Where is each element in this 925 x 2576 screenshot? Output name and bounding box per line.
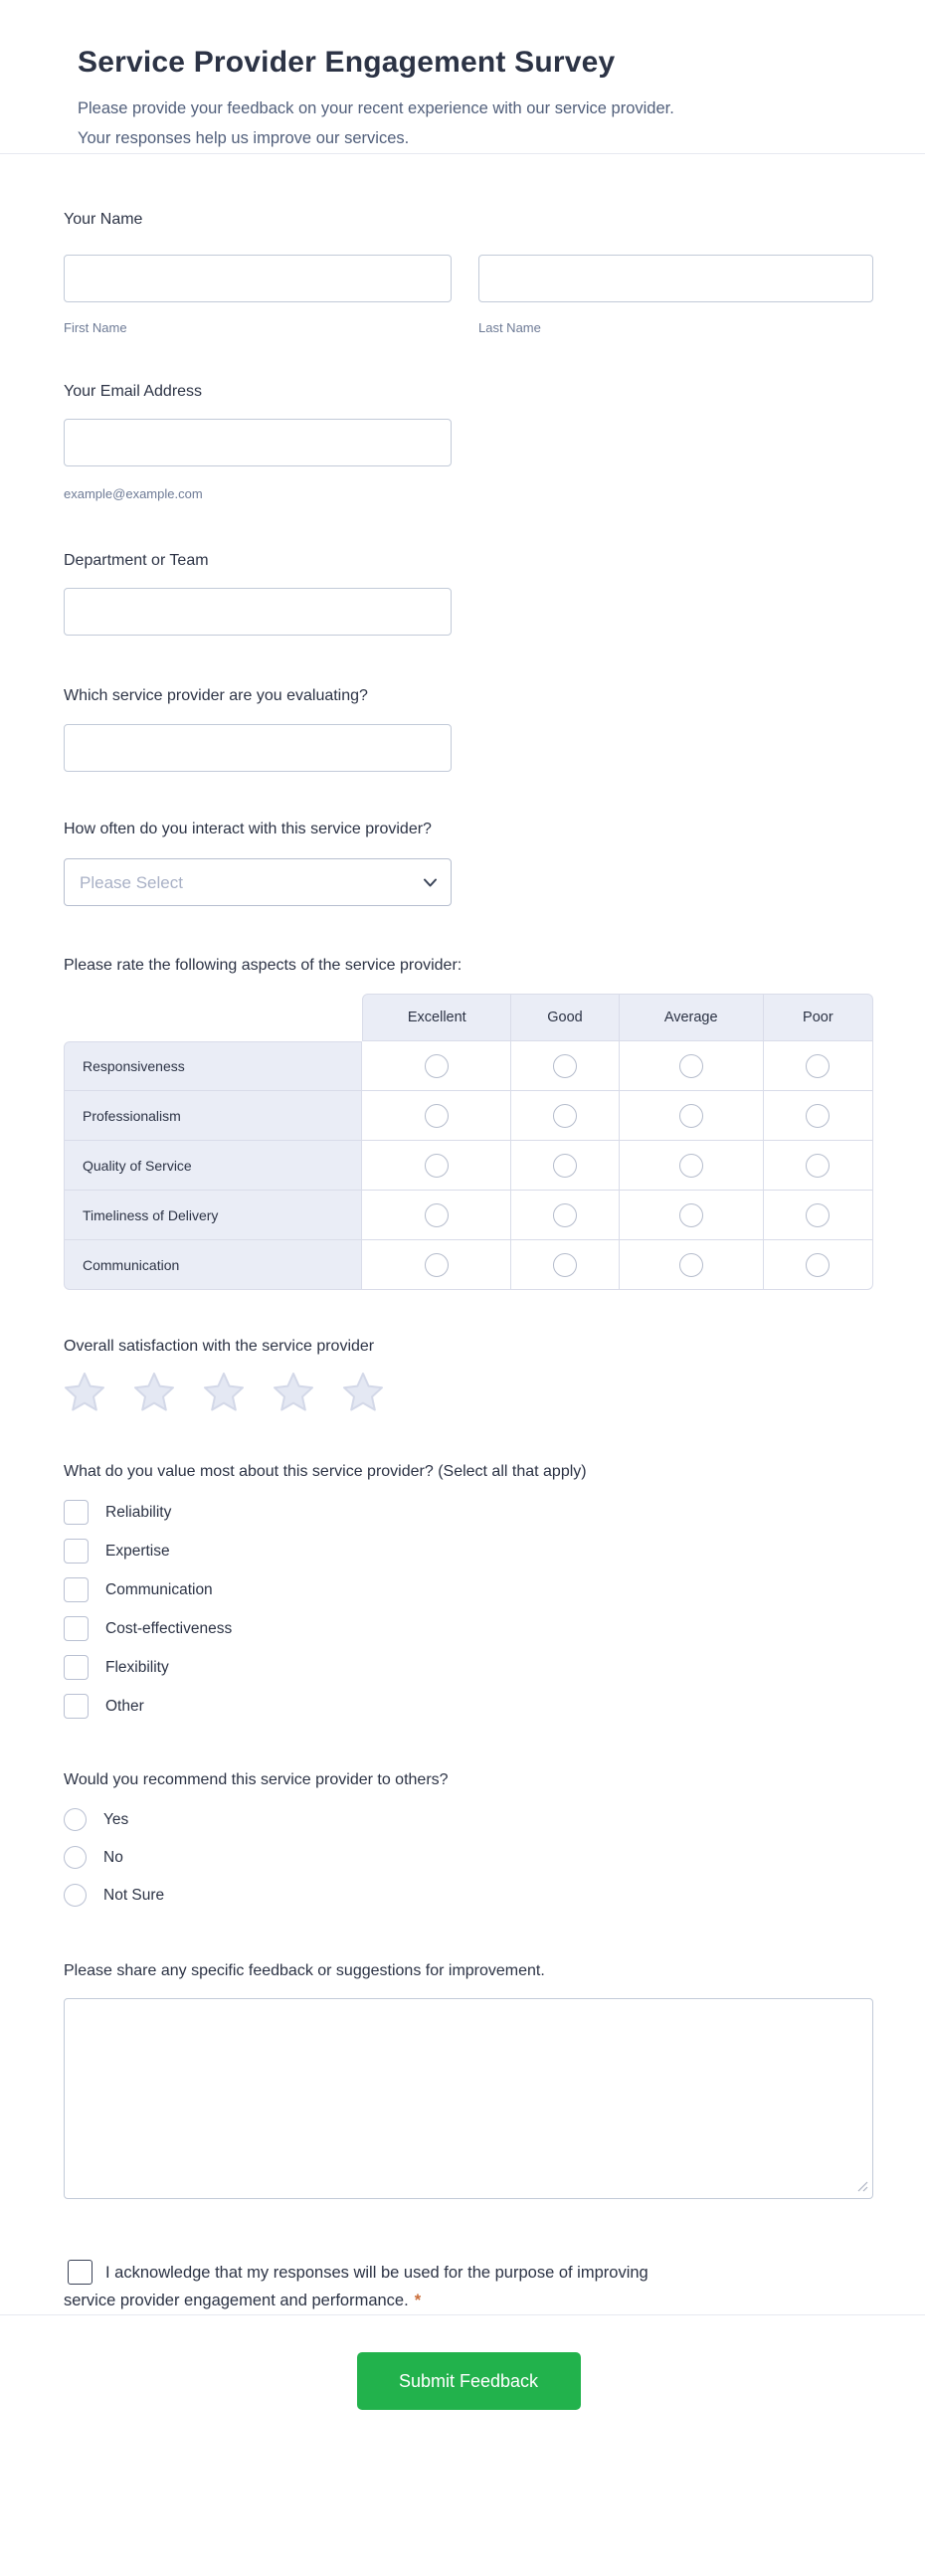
matrix-radio[interactable] — [553, 1154, 577, 1178]
matrix-radio[interactable] — [553, 1104, 577, 1128]
form-header — [0, 0, 925, 153]
star-rating — [63, 1371, 873, 1412]
matrix-radio[interactable] — [679, 1253, 703, 1277]
checkbox-option[interactable] — [64, 1616, 873, 1641]
checkbox-input[interactable] — [64, 1577, 89, 1602]
first-name-input[interactable] — [64, 255, 452, 302]
checkbox-input[interactable] — [64, 1655, 89, 1680]
matrix-row-label: Quality of Service — [64, 1141, 362, 1191]
radio-option[interactable] — [64, 1846, 873, 1869]
matrix-radio[interactable] — [679, 1104, 703, 1128]
radio-group — [64, 1808, 873, 1907]
question-label: Your Email Address — [64, 383, 203, 400]
form-description-line: Your responses help us improve our services. — [78, 129, 410, 147]
option-label: Reliability — [105, 1503, 172, 1521]
checkbox-input[interactable] — [64, 1539, 89, 1564]
matrix-column-header: Excellent — [362, 994, 511, 1041]
question-label: Your Name — [64, 211, 143, 228]
provider-input[interactable] — [64, 724, 452, 772]
question-label: Overall satisfaction with the service provider — [64, 1338, 375, 1355]
matrix-row-label: Responsiveness — [64, 1041, 362, 1091]
star-icon[interactable] — [132, 1371, 176, 1412]
matrix-column-header: Good — [511, 994, 619, 1041]
question-department — [64, 551, 873, 636]
option-label: Flexibility — [105, 1658, 169, 1676]
matrix-radio[interactable] — [553, 1253, 577, 1277]
question-rating-matrix — [64, 956, 873, 1290]
question-provider — [64, 686, 873, 772]
matrix-radio[interactable] — [425, 1104, 449, 1128]
matrix-radio[interactable] — [679, 1203, 703, 1227]
matrix-radio[interactable] — [806, 1253, 830, 1277]
required-asterisk: * — [414, 2292, 422, 2309]
option-label: Cost-effectiveness — [105, 1619, 233, 1637]
email-sublabel: example@example.com — [64, 486, 203, 501]
question-label: Department or Team — [64, 552, 209, 569]
question-label: Please rate the following aspects of the service provider: — [64, 957, 462, 974]
radio-option[interactable] — [64, 1808, 873, 1831]
frequency-select[interactable] — [64, 858, 452, 906]
option-label: Expertise — [105, 1542, 170, 1560]
star-icon[interactable] — [202, 1371, 246, 1412]
checkbox-option[interactable] — [64, 1539, 873, 1564]
checkbox-option[interactable] — [64, 1655, 873, 1680]
form-title: Service Provider Engagement Survey — [78, 46, 616, 79]
matrix-radio[interactable] — [679, 1054, 703, 1078]
department-input[interactable] — [64, 588, 452, 636]
question-label: Would you recommend this service provider to others? — [64, 1771, 449, 1788]
header-divider — [0, 153, 925, 154]
acknowledge-text: I acknowledge that my responses will be used for the purpose of improving service provider engagement and performance. — [64, 2264, 648, 2309]
radio-input[interactable] — [64, 1884, 87, 1907]
radio-input[interactable] — [64, 1808, 87, 1831]
rating-matrix-table — [64, 994, 873, 1290]
matrix-row-label: Communication — [64, 1240, 362, 1290]
feedback-textarea[interactable] — [64, 1998, 873, 2199]
matrix-radio[interactable] — [553, 1054, 577, 1078]
question-feedback — [64, 1961, 873, 2199]
matrix-row-label: Professionalism — [64, 1091, 362, 1141]
question-label: Please share any specific feedback or suggestions for improvement. — [64, 1962, 545, 1979]
email-input[interactable] — [64, 419, 452, 466]
matrix-radio[interactable] — [553, 1203, 577, 1227]
option-label: Communication — [105, 1580, 213, 1598]
question-recommend — [64, 1770, 873, 1907]
form-body — [0, 210, 925, 2314]
matrix-radio[interactable] — [425, 1154, 449, 1178]
question-frequency — [64, 820, 873, 906]
checkbox-option[interactable] — [64, 1500, 873, 1525]
first-name-sublabel: First Name — [64, 320, 127, 335]
matrix-corner-cell — [64, 994, 362, 1041]
matrix-column-header: Poor — [764, 994, 873, 1041]
question-email — [64, 382, 873, 502]
matrix-column-header: Average — [620, 994, 764, 1041]
question-satisfaction — [64, 1337, 873, 1412]
checkbox-input[interactable] — [64, 1500, 89, 1525]
matrix-row-label: Timeliness of Delivery — [64, 1191, 362, 1240]
matrix-radio[interactable] — [425, 1054, 449, 1078]
form-description-line: Please provide your feedback on your recent experience with our service provider. — [78, 99, 674, 117]
matrix-radio[interactable] — [806, 1154, 830, 1178]
checkbox-group — [64, 1500, 873, 1719]
checkbox-option[interactable] — [64, 1694, 873, 1719]
checkbox-input[interactable] — [64, 1694, 89, 1719]
matrix-radio[interactable] — [806, 1104, 830, 1128]
option-label: No — [103, 1848, 123, 1866]
last-name-input[interactable] — [478, 255, 873, 302]
checkbox-input[interactable] — [64, 1616, 89, 1641]
submit-area — [64, 2315, 873, 2461]
star-icon[interactable] — [272, 1371, 315, 1412]
resize-handle-icon[interactable] — [857, 2181, 868, 2192]
matrix-radio[interactable] — [806, 1203, 830, 1227]
radio-option[interactable] — [64, 1884, 873, 1907]
option-label: Not Sure — [103, 1886, 165, 1904]
checkbox-option[interactable] — [64, 1577, 873, 1602]
acknowledge-checkbox[interactable] — [68, 2260, 92, 2285]
matrix-radio[interactable] — [425, 1203, 449, 1227]
matrix-radio[interactable] — [679, 1154, 703, 1178]
option-label: Yes — [103, 1810, 129, 1828]
question-values — [64, 1462, 873, 1719]
matrix-radio[interactable] — [806, 1054, 830, 1078]
question-label: What do you value most about this service provider? (Select all that apply) — [64, 1463, 587, 1480]
star-icon[interactable] — [63, 1371, 106, 1412]
radio-input[interactable] — [64, 1846, 87, 1869]
option-label: Other — [105, 1697, 144, 1715]
question-your-name — [64, 210, 873, 336]
last-name-sublabel: Last Name — [478, 320, 541, 335]
question-label: How often do you interact with this service provider? — [64, 821, 432, 837]
matrix-radio[interactable] — [425, 1253, 449, 1277]
acknowledge-row[interactable] — [64, 2259, 700, 2314]
submit-button[interactable]: Submit Feedback — [357, 2352, 581, 2410]
question-label: Which service provider are you evaluating? — [64, 687, 368, 704]
star-icon[interactable] — [341, 1371, 385, 1412]
form-description — [78, 93, 847, 153]
